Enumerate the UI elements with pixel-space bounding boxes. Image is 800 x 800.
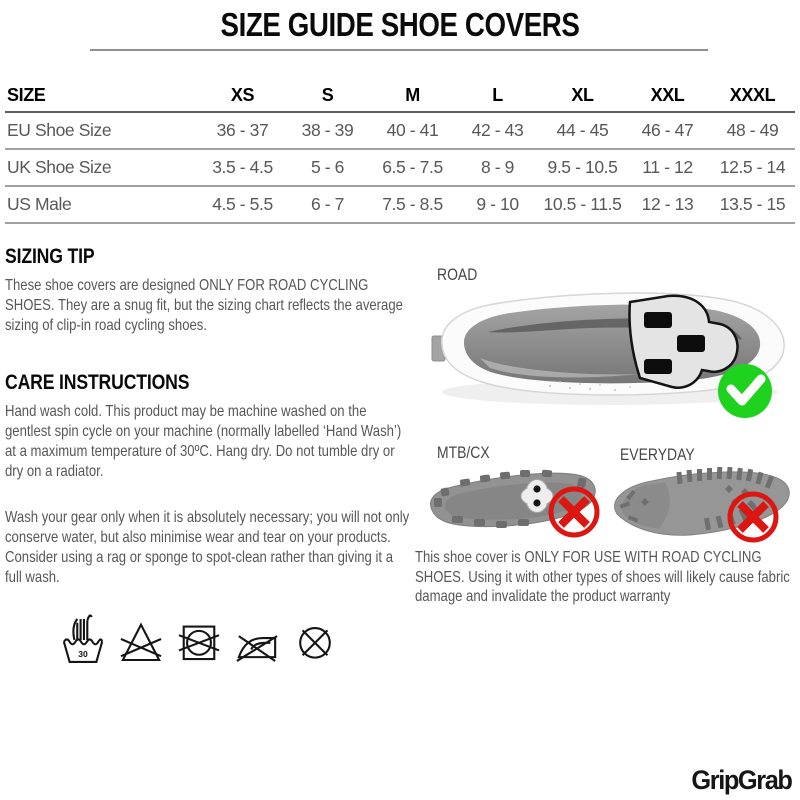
- do-not-bleach-icon: [120, 610, 162, 668]
- size-header-cell: S: [321, 84, 334, 105]
- size-value: 9.5 - 10.5: [547, 157, 618, 177]
- size-value: 13.5 - 15: [719, 194, 786, 214]
- do-not-tumble-dry-icon: [178, 610, 220, 668]
- row-label: US Male: [7, 194, 72, 214]
- road-label: ROAD: [437, 265, 478, 284]
- hand-wash-30-icon: [62, 610, 104, 668]
- size-value: 48 - 49: [726, 120, 779, 140]
- do-not-iron-icon: [236, 610, 278, 668]
- road-shoe-image: [430, 278, 798, 420]
- table-row-uk-shoe-size: [5, 149, 795, 186]
- size-value: 12 - 13: [641, 194, 694, 214]
- everyday-shoe-image: [605, 456, 800, 548]
- care-paragraph-1: Hand wash cold. This product may be machine washed on the gentlest spin cycle on your machine (normally labelled ‘Hand Wash’) at a maximum temperature of 30ºC. Hang dry. Do not tumble dry or dry on a radiator.: [5, 403, 402, 480]
- size-value: 11 - 12: [642, 157, 693, 177]
- svg-text:30: 30: [78, 649, 88, 660]
- road-only-warning: This shoe cover is ONLY FOR USE WITH ROAD CYCLING SHOES. Using it with other types of shoes will likely cause fabric damage and invalidate the product warranty: [415, 549, 790, 605]
- size-value: 10.5 - 11.5: [543, 194, 622, 214]
- size-table-header-row: [5, 79, 795, 112]
- size-header-cell: XS: [230, 84, 255, 105]
- size-value: 6 - 7: [310, 194, 345, 214]
- check-icon: [718, 364, 772, 418]
- size-table: [5, 79, 795, 224]
- mtb-shoe-image: [422, 458, 607, 540]
- page-title: SIZE GUIDE SHOE COVERS: [220, 6, 580, 43]
- mtb-cx-label: MTB/CX: [437, 443, 490, 462]
- size-header-cell: L: [492, 84, 503, 105]
- everyday-label: EVERYDAY: [620, 445, 695, 464]
- size-header-cell: M: [405, 84, 420, 105]
- size-header-cell: SIZE: [7, 84, 46, 105]
- size-header-cell: XL: [571, 84, 594, 105]
- size-value: 4.5 - 5.5: [212, 194, 273, 214]
- table-row-eu-shoe-size: [5, 112, 795, 149]
- size-header-cell: XXXL: [729, 84, 776, 105]
- size-value: 44 - 45: [556, 120, 609, 140]
- size-value: 9 - 10: [476, 194, 519, 214]
- size-value: 8 - 9: [480, 157, 515, 177]
- size-value: 5 - 6: [310, 157, 345, 177]
- care-paragraph-2: Wash your gear only when it is absolutely necessary; you will not only conserve water, but also minimise wear and tear on your products. Consider using a rag or sponge to spot-clean rather than giving it a full wash.: [5, 509, 410, 586]
- do-not-dry-clean-icon: [294, 610, 336, 668]
- size-value: 38 - 39: [301, 120, 354, 140]
- sizing-tip-paragraph: These shoe covers are designed ONLY FOR ROAD CYCLING SHOES. They are a snug fit, but the sizing chart reflects the average sizing of clip-in road cycling shoes.: [5, 277, 403, 334]
- gripgrab-logo: GripGrab: [691, 765, 792, 795]
- row-label: UK Shoe Size: [7, 157, 112, 177]
- row-label: EU Shoe Size: [7, 120, 112, 140]
- sizing-tip-heading: SIZING TIP: [5, 245, 95, 268]
- size-header-cell: XXL: [650, 84, 685, 105]
- size-value: 42 - 43: [471, 120, 524, 140]
- size-value: 12.5 - 14: [719, 157, 786, 177]
- care-symbols-row: [62, 610, 336, 668]
- title-divider: [90, 49, 708, 51]
- care-instructions-heading: CARE INSTRUCTIONS: [5, 371, 190, 394]
- size-value: 6.5 - 7.5: [382, 157, 443, 177]
- size-value: 7.5 - 8.5: [382, 194, 443, 214]
- size-value: 3.5 - 4.5: [212, 157, 273, 177]
- size-value: 36 - 37: [216, 120, 269, 140]
- size-value: 46 - 47: [641, 120, 694, 140]
- size-value: 40 - 41: [386, 120, 439, 140]
- table-row-us-male: [5, 186, 795, 223]
